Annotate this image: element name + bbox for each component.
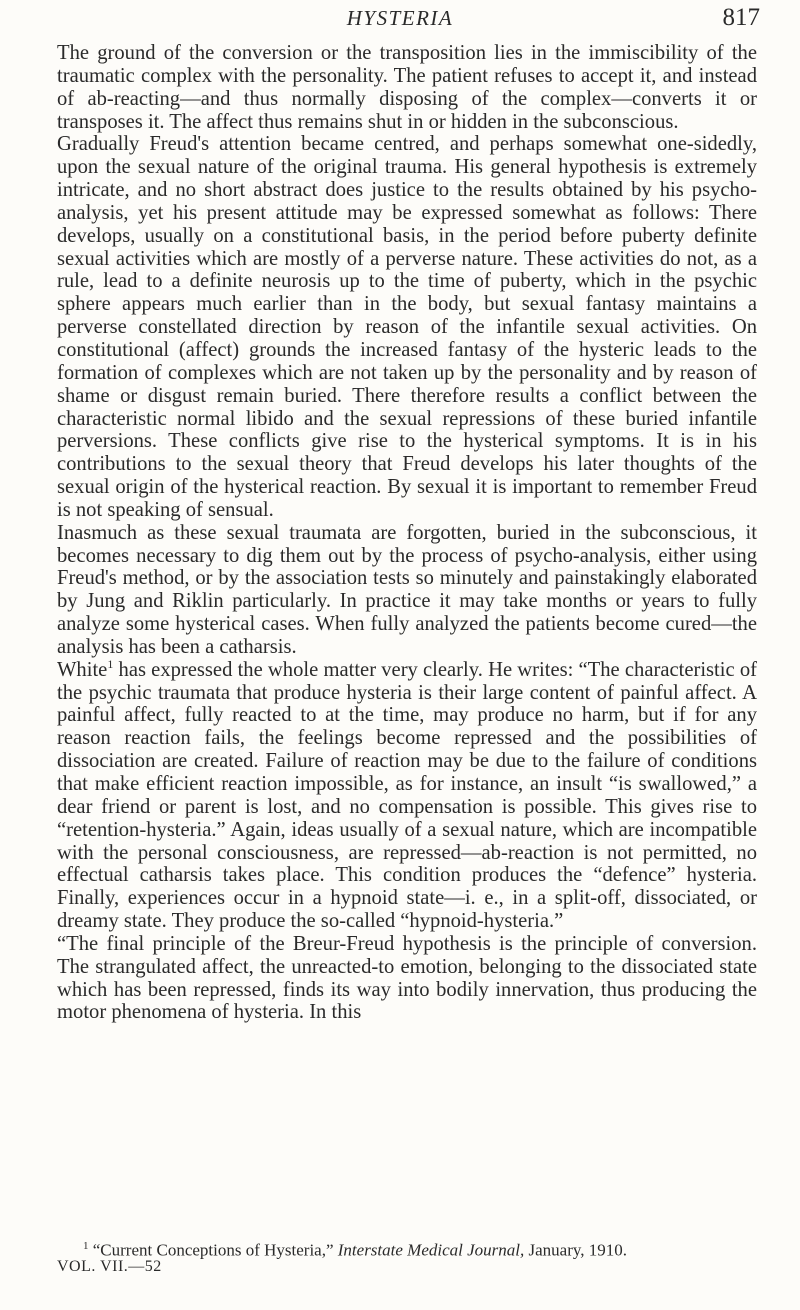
signature-mark: VOL. VII.—52 <box>57 1258 162 1275</box>
footnote-journal: Interstate Medical Journal, <box>337 1240 525 1260</box>
paragraph-1 <box>57 42 757 133</box>
paragraph-text: The ground of the conversion or the transposition lies in the immiscibility of the traumatic complex with the personality. The patient refuses to accept it, and instead of ab-reacting—and thus normally disposing of the complex—converts it or transposes it. The affect thus remains shut in or hidden in the subconscious. <box>57 42 757 133</box>
footnote-text-before: “Current Conceptions of Hysteria,” <box>92 1240 334 1260</box>
paragraph-lead: White <box>57 658 108 681</box>
paragraph-text: Gradually Freud's attention became centred, and perhaps somewhat one-sidedly, upon the sexual nature of the original trauma. His general hypothesis is extremely intricate, and no short abstract does justice to the results obtained by his psycho-analysis, yet his present attitude may be expressed somewhat as follows: There develops, usually on a constitutional basis, in the period before puberty definite sexual activities which are mostly of a perverse nature. These activities do not, as a rule, lead to a definite neurosis up to the time of puberty, which in the psychic sphere appears much earlier than in the body, but sexual fantasy maintains a perverse constellated direction by reason of the infantile sexual activities. On constitutional (affect) grounds the increased fantasy of the hysteric leads to the formation of complexes which are not taken up by the personality and by reason of shame or disgust remain buried. There therefore results a conflict between the characteristic normal libido and the sexual repressions of these buried infantile perversions. These conflicts give rise to the hysterical symptoms. It is in his contributions to the sexual theory that Freud develops his later thoughts of the sexual origin of the hysterical reaction. By sexual it is important to remember Freud is not speaking of sensual. <box>57 133 757 521</box>
footnote-reference: 1 <box>107 656 114 671</box>
page-number: 817 <box>722 4 760 31</box>
running-title: HYSTERIA <box>346 6 454 30</box>
paragraph-text: Inasmuch as these sexual traumata are forgotten, buried in the subconscious, it becomes necessary to dig them out by the process of psycho-analysis, either using Freud's method, or by the association tests so minutely and painstakingly elaborated by Jung and Riklin particularly. In practice it may take months or years to fully analyze some hysterical cases. When fully analyzed the patients become cured—the analysis has been a catharsis. <box>57 521 757 658</box>
paragraph-4 <box>57 656 757 933</box>
footnote-text-after: January, 1910. <box>528 1240 628 1260</box>
paragraph-2 <box>57 133 757 521</box>
footnote <box>57 1236 757 1261</box>
footnote-marker: 1 <box>83 1240 89 1252</box>
paragraph-5 <box>57 933 757 1024</box>
running-head <box>0 2 800 36</box>
paragraph-text: has expressed the whole matter very clearly. He writes: “The characteristic of the psychic traumata that produce hysteria is their large content of painful affect. A painful affect, fully reacted to at the time, may produce no harm, but if for any reason reaction fails, the feelings become repressed and the possibilities of dissociation are created. Failure of reaction may be due to the failure of conditions that make efficient reaction impossible, as for instance, an insult “is swallowed,” a dear friend or parent is lost, and no compensation is possible. This gives rise to “retention-hysteria.” Again, ideas usually of a sexual nature, which are incompatible with the personal consciousness, are repressed—ab-reaction is not permitted, no effectual catharsis takes place. This condition produces the “defence” hysteria. Finally, experiences occur in a hypnoid state—i. e., in a split-off, dissociated, or dreamy state. They produce the so-called “hypnoid-hysteria.” <box>57 658 757 933</box>
paragraph-text: “The final principle of the Breur-Freud hypothesis is the principle of conversion. The strangulated affect, the unreacted-to emotion, belonging to the dissociated state which has been repressed, finds its way into bodily innervation, thus producing the motor phenomena of hysteria. In this <box>57 932 757 1024</box>
paragraph-3 <box>57 522 757 659</box>
body-text <box>57 42 757 1024</box>
